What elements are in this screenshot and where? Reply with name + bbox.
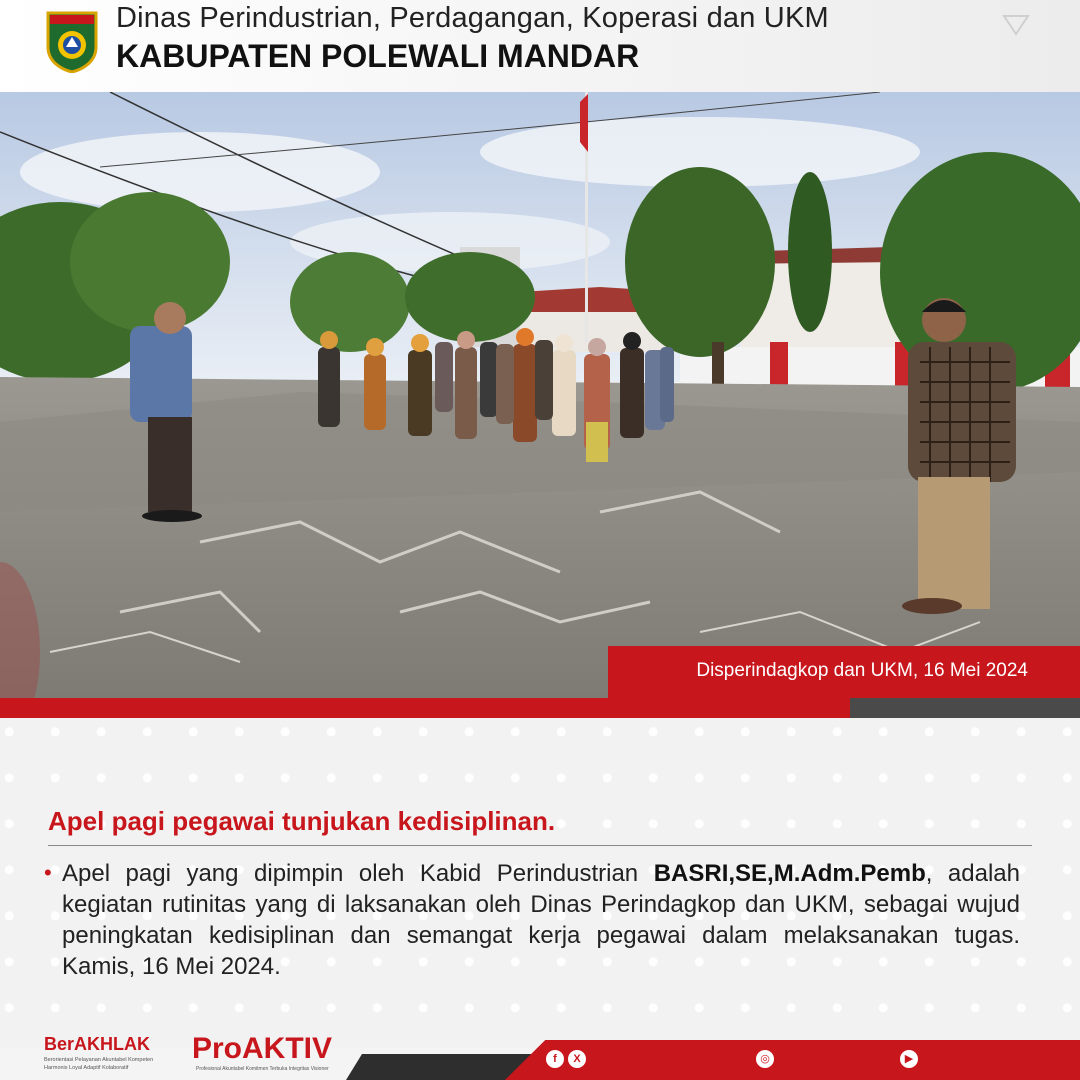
article-headline: Apel pagi pegawai tunjukan kedisiplinan. xyxy=(48,806,556,836)
bullet-icon: • xyxy=(44,860,52,885)
triangle-decoration-icon xyxy=(1002,14,1030,36)
agency-name: Dinas Perindustrian, Perdagangan, Koperasi dan UKM xyxy=(116,2,829,34)
body-text-part1: Apel pagi yang dipimpin oleh Kabid Perindustrian xyxy=(62,860,654,887)
photo-caption-box xyxy=(608,646,1080,698)
proaktiv-logo: ProAKTIV xyxy=(192,1032,333,1065)
footer-red-band xyxy=(505,1040,1080,1080)
body-text-part2: , adalah kegiatan rutinitas yang di laksanakan oleh Dinas Perindagkop dan UKM, sebagai wujud peningkatan kedisiplinan dan semangat kerja pegawai dalam melaksanakan tugas. Kamis, 16 Mei 2024. xyxy=(62,860,1020,980)
divider-dark xyxy=(850,698,1080,718)
x-twitter-icon[interactable]: X xyxy=(568,1050,586,1068)
event-photo xyxy=(0,92,1080,698)
headline-divider xyxy=(48,845,1032,846)
berakhlak-tagline: Berorientasi Pelayanan Akuntabel Kompeten Harmonis Loyal Adaptif Kolaboratif xyxy=(44,1057,154,1071)
photo-caption: Disperindagkop dan UKM, 16 Mei 2024 xyxy=(696,660,1028,681)
header xyxy=(0,0,1080,92)
facebook-icon[interactable]: f xyxy=(546,1050,564,1068)
page-title: KABUPATEN POLEWALI MANDAR xyxy=(116,38,640,74)
polewali-mandar-seal-icon xyxy=(44,9,100,73)
berakhlak-logo: BerAKHLAK xyxy=(44,1034,151,1054)
divider-red xyxy=(0,698,850,718)
proaktiv-tagline: Profesional Akuntabel Komitmen Terbuka Integritas Visioner xyxy=(196,1066,329,1072)
instagram-icon[interactable]: ◎ xyxy=(756,1050,774,1068)
leader-name: BASRI,SE,M.Adm.Pemb xyxy=(653,860,926,887)
youtube-icon[interactable]: ▶ xyxy=(900,1050,918,1068)
article-body xyxy=(62,858,1020,982)
